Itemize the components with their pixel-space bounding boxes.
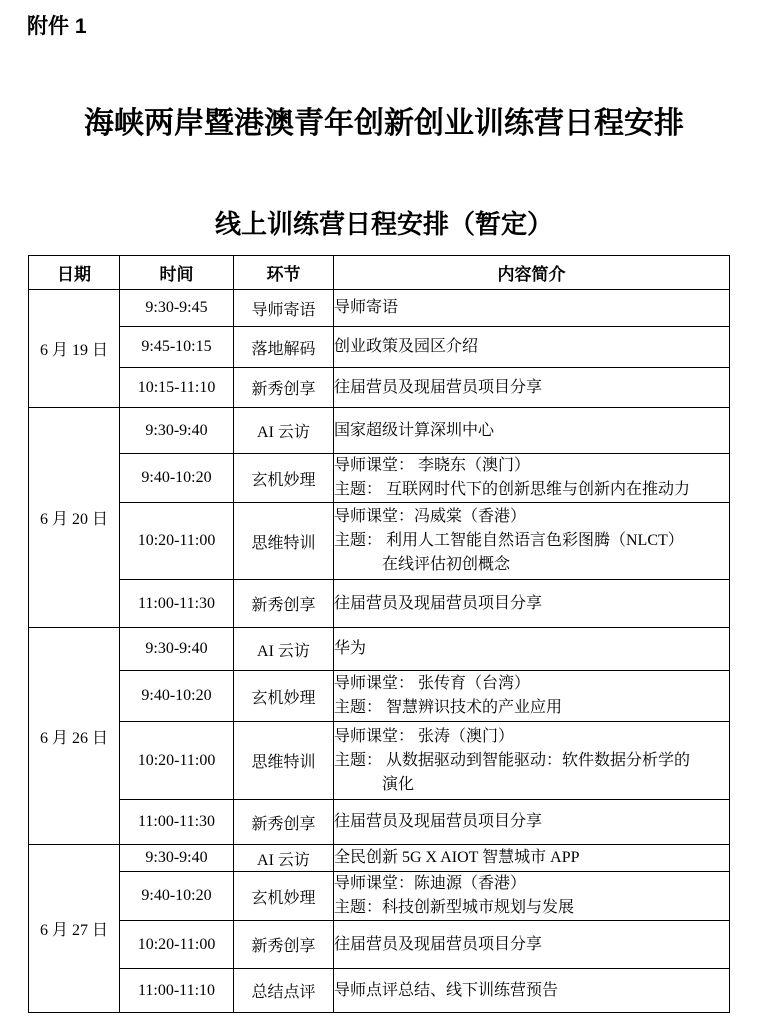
header-row	[29, 256, 730, 290]
content-cell	[334, 454, 730, 503]
content-line: 导师课堂：冯威棠（香港）	[334, 508, 527, 525]
session-cell: 玄机妙理	[234, 671, 334, 722]
header-content: 内容简介	[334, 256, 730, 290]
schedule-row	[29, 580, 730, 628]
schedule-row	[29, 327, 730, 368]
content-line: 国家超级计算深圳中心	[334, 421, 495, 439]
time-cell: 9:40-10:20	[120, 872, 234, 921]
time-cell: 10:15-11:10	[120, 368, 234, 408]
session-cell: 玄机妙理	[234, 454, 334, 503]
schedule-row	[29, 671, 730, 722]
time-cell: 10:20-11:00	[120, 722, 234, 800]
content-line: 主题： 智慧辨识技术的产业应用	[334, 699, 563, 716]
content-line: 往届营员及现届营员项目分享	[334, 935, 543, 953]
session-cell: 新秀创享	[234, 800, 334, 845]
schedule-table	[28, 255, 730, 1013]
session-cell: AI 云访	[234, 845, 334, 872]
date-cell: 6 月 19 日	[29, 290, 120, 408]
session-cell: 落地解码	[234, 327, 334, 368]
attachment-label: 附件 1	[27, 15, 87, 38]
schedule-row	[29, 408, 730, 454]
content-cell	[334, 921, 730, 969]
content-line: 导师课堂：陈迪源（香港）	[334, 875, 527, 892]
content-line: 导师课堂： 李晓东（澳门）	[334, 457, 531, 474]
content-line: 导师点评总结、线下训练营预告	[334, 981, 559, 999]
time-cell: 9:30-9:45	[120, 290, 234, 327]
date-cell: 6 月 26 日	[29, 628, 120, 845]
schedule-row	[29, 800, 730, 845]
time-cell: 10:20-11:00	[120, 921, 234, 969]
date-cell: 6 月 20 日	[29, 408, 120, 628]
session-cell: 思维特训	[234, 503, 334, 580]
schedule-row	[29, 921, 730, 969]
session-cell: 导师寄语	[234, 290, 334, 327]
content-line: 主题： 从数据驱动到智能驱动：软件数据分析学的	[334, 751, 691, 769]
content-line: 主题： 利用人工智能自然语言色彩图腾（NLCT）	[334, 532, 684, 549]
content-cell	[334, 800, 730, 845]
content-cell	[334, 327, 730, 368]
schedule-row	[29, 969, 730, 1013]
time-cell: 9:30-9:40	[120, 408, 234, 454]
content-cell	[334, 368, 730, 408]
time-cell: 11:00-11:30	[120, 800, 234, 845]
content-cell	[334, 722, 730, 800]
content-line: 主题：科技创新型城市规划与发展	[334, 899, 575, 916]
content-cell	[334, 408, 730, 454]
session-cell: 总结点评	[234, 969, 334, 1013]
time-cell: 9:45-10:15	[120, 327, 234, 368]
table-caption: 线上训练营日程安排（暂定）	[214, 209, 553, 239]
header-session: 环节	[234, 256, 334, 290]
content-line: 全民创新 5G X AIOT 智慧城市 APP	[334, 849, 580, 866]
content-line: 往届营员及现届营员项目分享	[334, 813, 543, 830]
content-line: 往届营员及现届营员项目分享	[334, 378, 543, 396]
session-cell: 新秀创享	[234, 580, 334, 628]
session-cell: AI 云访	[234, 628, 334, 671]
content-cell	[334, 969, 730, 1013]
content-line: 导师课堂： 张涛（澳门）	[334, 727, 515, 745]
header-time: 时间	[120, 256, 234, 290]
content-cell	[334, 503, 730, 580]
time-cell: 11:00-11:10	[120, 969, 234, 1013]
content-cell	[334, 845, 730, 872]
time-cell: 10:20-11:00	[120, 503, 234, 580]
time-cell: 9:40-10:20	[120, 671, 234, 722]
content-cell	[334, 290, 730, 327]
session-cell: 新秀创享	[234, 368, 334, 408]
session-cell: 新秀创享	[234, 921, 334, 969]
content-line: 主题： 互联网时代下的创新思维与创新内在推动力	[334, 481, 691, 498]
content-line: 往届营员及现届营员项目分享	[334, 594, 543, 612]
schedule-row	[29, 290, 730, 327]
content-line: 导师寄语	[334, 299, 399, 316]
session-cell: 思维特训	[234, 722, 334, 800]
session-cell: 玄机妙理	[234, 872, 334, 921]
time-cell: 11:00-11:30	[120, 580, 234, 628]
schedule-row	[29, 872, 730, 921]
date-cell: 6 月 27 日	[29, 845, 120, 1013]
schedule-row	[29, 722, 730, 800]
schedule-row	[29, 503, 730, 580]
schedule-row	[29, 454, 730, 503]
content-line: 在线评估初创概念	[382, 556, 511, 573]
header-date: 日期	[29, 256, 120, 290]
content-line: 演化	[382, 775, 415, 793]
schedule-row	[29, 368, 730, 408]
content-cell	[334, 872, 730, 921]
schedule-row	[29, 845, 730, 872]
content-line: 创业政策及园区介绍	[334, 338, 479, 355]
schedule-row	[29, 628, 730, 671]
content-line: 导师课堂： 张传育（台湾）	[334, 675, 531, 692]
time-cell: 9:30-9:40	[120, 845, 234, 872]
content-cell	[334, 628, 730, 671]
content-cell	[334, 580, 730, 628]
time-cell: 9:40-10:20	[120, 454, 234, 503]
content-cell	[334, 671, 730, 722]
time-cell: 9:30-9:40	[120, 628, 234, 671]
document-title: 海峡两岸暨港澳青年创新创业训练营日程安排	[84, 107, 684, 140]
session-cell: AI 云访	[234, 408, 334, 454]
content-line: 华为	[334, 640, 367, 657]
